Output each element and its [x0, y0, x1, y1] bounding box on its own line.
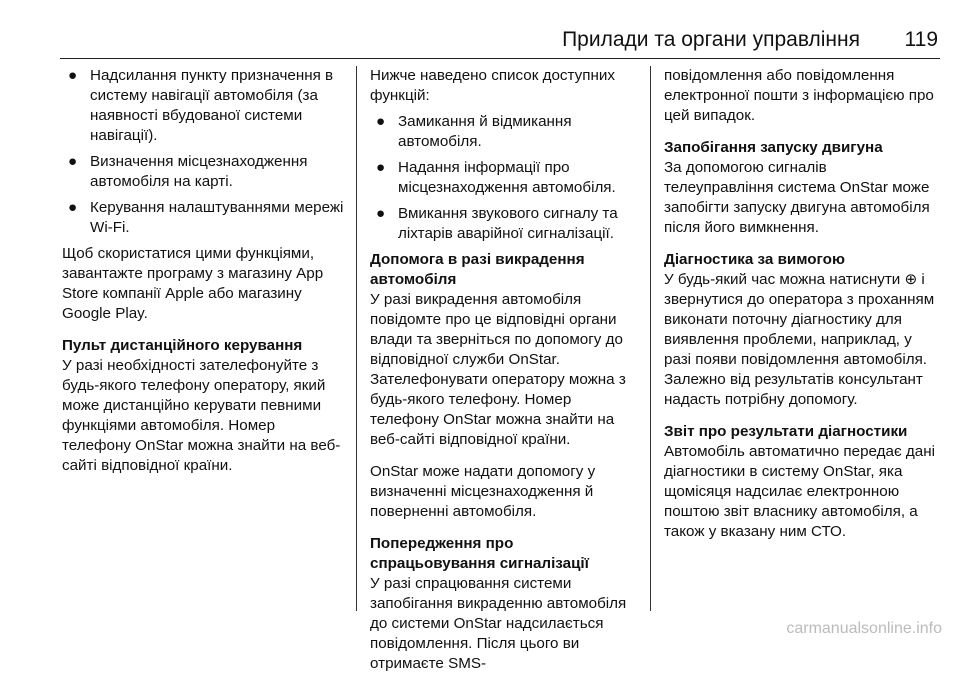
column-divider [356, 66, 357, 611]
bullet-icon: ● [376, 113, 386, 130]
section [370, 534, 635, 674]
page-number: 119 [904, 28, 938, 51]
bullet-icon: ● [68, 67, 78, 84]
section-heading: Попередження про спрацьовування сигналізації [370, 535, 589, 572]
paragraph: Щоб скористатися цими функціями, завантажте програму з магазину App Store компанії Apple або магазину Google Play. [62, 245, 324, 322]
list-item: ● Надання інформації про місцезнаходження автомобіля. [376, 159, 616, 196]
section-body: У разі викрадення автомобіля повідомте про це відповідні органи влади та зверніться по допомогу до відповідної служби OnStar. Зателефонувати оператору можна з будь-якого телефону. Номер телефону OnStar можна знайти на веб-сайті відповідної країни. [370, 291, 626, 448]
section [664, 422, 940, 542]
section [664, 138, 940, 238]
paragraph: повідомлення або повідомлення електронної пошти з інформацією про цей випадок. [664, 67, 934, 124]
section-body: У разі спрацювання системи запобігання викраденню автомобіля до системи OnStar надсилається повідомлення. Після цього ви отримаєте SMS- [370, 575, 627, 672]
list-item: ● Замикання й відмикання автомобіля. [376, 113, 572, 150]
section [62, 336, 347, 476]
section-body: Автомобіль автоматично передає дані діагностики в систему OnStar, яка щомісяця надсилає електронною поштою звіт власнику автомобіля, а також у вказану ним СТО. [664, 443, 936, 540]
header-rule [60, 58, 940, 59]
list-item: ● Вмикання звукового сигналу та ліхтарів аварійної сигналізації. [376, 205, 618, 242]
section-body: За допомогою сигналів телеуправління система OnStar може запобігти запуску двигуна автомобіля після його вимкнення. [664, 159, 930, 236]
page-header [60, 26, 940, 60]
watermark: carmanualsonline.info [786, 620, 942, 637]
column-2 [370, 66, 635, 686]
feature-list [62, 66, 347, 238]
paragraph: Нижче наведено список доступних функцій: [370, 67, 615, 104]
section-body: У будь-який час можна натиснути ⊕ і звернутися до оператора з проханням виконати поточну діагностику для виявлення проблеми, наприклад, у разі появи повідомлення автомобіля. Залежно від результатів консультант надасть потрібну допомогу. [664, 271, 935, 408]
column-divider [650, 66, 651, 611]
section [370, 250, 635, 450]
section-heading: Допомога в разі викрадення автомобіля [370, 251, 585, 288]
list-item: ● Визначення місцезнаходження автомобіля на карті. [68, 153, 308, 190]
list-item: ● Надсилання пункту призначення в систему навігації автомобіля (за наявності вбудованої системи навігації). [68, 67, 334, 144]
bullet-icon: ● [68, 153, 78, 170]
column-3 [664, 66, 940, 554]
section-heading: Діагностика за вимогою [664, 251, 845, 268]
paragraph: OnStar може надати допомогу у визначенні місцезнаходження й поверненні автомобіля. [370, 463, 596, 520]
section-body: У разі необхідності зателефонуйте з будь-якого телефону оператору, який може дистанційно керувати певними функціями автомобіля. Номер телефону OnStar можна знайти на веб-сайті відповідної країни. [62, 357, 341, 474]
bullet-icon: ● [68, 199, 78, 216]
section-heading: Пульт дистанційного керування [62, 337, 303, 354]
section-heading: Звіт про результати діагностики [664, 423, 908, 440]
bullet-icon: ● [376, 205, 386, 222]
section [664, 250, 940, 410]
bullet-icon: ● [376, 159, 386, 176]
feature-list [370, 112, 635, 244]
section-heading: Запобігання запуску двигуна [664, 139, 883, 156]
page-title: Прилади та органи управління [562, 28, 860, 51]
column-1 [62, 66, 347, 488]
list-item: ● Керування налаштуваннями мережі Wi-Fi. [68, 199, 344, 236]
